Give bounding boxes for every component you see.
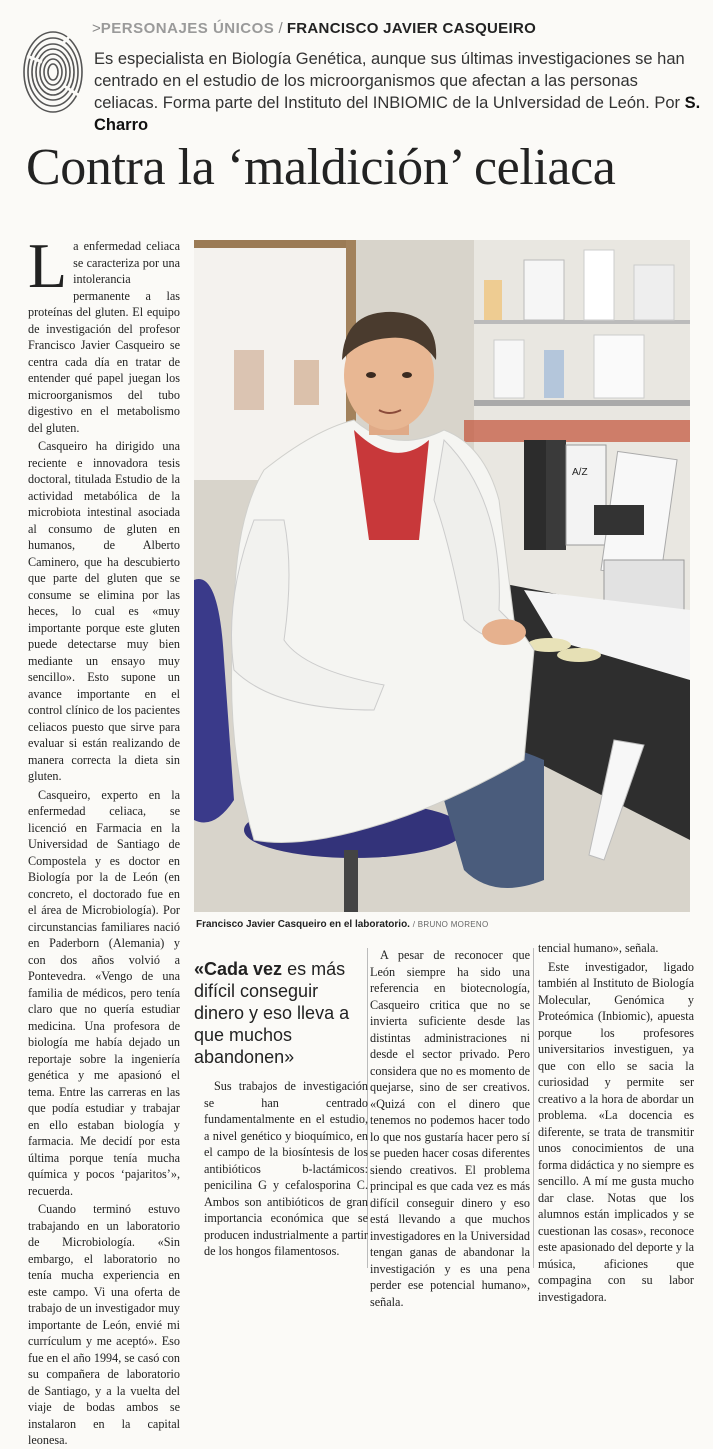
column-rule [533, 948, 534, 1268]
headline: Contra la ‘maldición’ celiaca [26, 139, 616, 196]
section-kicker [92, 20, 536, 37]
paragraph: Este investigador, ligado también al Instituto de Biología Molecular, Genómica y Proteómica (Inbiomic), apuesta porque los profesores universitarios investiguen, ya que con ello se sacia la curiosidad y permite ser creativo a la hora de abordar un problema. «La docencia es diferente, se trata de transmitir unos conocimientos de una forma didáctica y no siempre es sencillo. A mí me gusta mucho dar clase. Notas que los alumnos están implicados y se cuestionan las cosas», reconoce este apasionado del deporte y la música, aficiones que compagina con su labor investigadora. [538, 959, 694, 1304]
author-name: S. Charro [94, 94, 701, 134]
binder-label: A/Z [572, 467, 588, 478]
drop-cap: L [28, 230, 68, 301]
paragraph: Cuando terminó estuvo trabajando en un laboratorio de Microbiología. «Sin embargo, el laboratorio no tenía mucha experiencia en este campo. Vi una oferta de trabajo de un investigador muy importante de León, envié mi currículum y me aceptó». Eso fue en el año 1994, se casó con su compañera de laboratorio de Santiago, y a la vuelta del viaje de bodas ambos se instalaron en la capital leonesa. [28, 1202, 180, 1447]
kicker-person: FRANCISCO JAVIER CASQUEIRO [286, 20, 537, 37]
paragraph: Casqueiro ha dirigido una reciente e innovadora tesis doctoral, titulada Estudio de la actividad metabólica de la microbiota intestinal asociada al consumo de gluten en humanos, de Alberto Caminero, que ha descubierto que parte del gluten que se consume se elimina por las heces, lo cual es «muy importante porque este gluten puede detectarse muy bien mediante un ensayo muy sencillo». Esto supone un avance importante en el control clínico de los pacientes celiacos puesto que sirve para evaluar si están realizando de manera correcta la dieta sin gluten. [28, 439, 180, 783]
intro-text: Es especialista en Biología Genética, aunque sus últimas investigaciones se han centrado en el estudio de los microorganismos que afectan a las personas celiacas. Forma parte del Instituto del INBIOMIC de la UnIversidad de León. Por [94, 50, 685, 112]
article-column-2 [204, 1078, 368, 1272]
article-column-1 [28, 230, 180, 1447]
article-column-4 [538, 940, 694, 1304]
pull-quote [194, 958, 364, 1068]
article-column-3 [370, 947, 530, 1309]
paragraph: La enfermedad celiaca se caracteriza por una intolerancia permanente a las proteínas del gluten. El equipo de investigación del profesor Francisco Javier Casqueiro se centra cada día en tratar de entender qué papel juegan los microorganismos del tubo digestivo en el metabolismo del gluten. [28, 230, 180, 435]
caption-text: Francisco Javier Casqueiro en el laboratorio. [196, 919, 410, 930]
pull-quote-bold: «Cada vez [194, 959, 283, 979]
fingerprint-icon [22, 26, 84, 118]
article-intro [94, 48, 704, 136]
kicker-arrow: > [92, 20, 101, 37]
photo-credit: / BRUNO MORENO [412, 920, 489, 929]
paragraph: Sus trabajos de investigación se han centrado fundamentalmente en el estudio, a nivel genético y bioquímico, en el campo de la biosíntesis de los antibióticos b-lactámicos: penicilina G y cefalosporina C. Ambos son antibióticos de gran importancia económica que se producen industrialmente a partir de los hongos filamentosos. [204, 1079, 368, 1258]
kicker-separator: / [278, 20, 283, 37]
lab-photo [194, 240, 690, 912]
photo-caption [196, 919, 489, 930]
pull-quote-rest: es más difícil conseguir dinero y eso lleva a que muchos abandonen» [194, 959, 350, 1067]
kicker-section: PERSONAJES ÚNICOS [100, 20, 275, 37]
paragraph: Casqueiro, experto en la enfermedad celiaca, se licenció en Farmacia en la Universidad de Santiago de Compostela y es doctor en Biología por la de León (en concreto, el doctorado fue en el área de Microbiología). Por circunstancias familiares nació en Paderborn (Alemania) y con dos años volvió a Pontevedra. «Vengo de una familia de médicos, pero tenía claro que no quería estudiar medicina. Una profesora de biología me había dejado un reportaje sobre la ingeniería genética y me apasionó el tema. Entre las carreras en las que podía estudiar y trabajar en ello estaban biología y farmacia. Me decidí por esta última porque tenía mucha química y pocos ‘pajaritos’», recuerda. [28, 787, 180, 1198]
paragraph: A pesar de reconocer que León siempre ha sido una referencia en biotecnología, Casqueiro critica que no se invierta suficiente desde las distintas administraciones ni desde el sector privado. Pero considera que no es momento de quejarse, sino de ser creativos. «Quizá con el dinero que tenemos no podemos hacer todo lo que nos gustaría hacer pero sí se pueden hacer cosas diferentes siendo creativos. El problema principal es que cada vez es más difícil conseguir dinero y eso está llevando a que muchos investigadores en la Universidad tengan ganas de abandonar la investigación y es una pena perder ese potencial humano», señala. [370, 948, 530, 1309]
paragraph: tencial humano», señala. [538, 941, 659, 955]
